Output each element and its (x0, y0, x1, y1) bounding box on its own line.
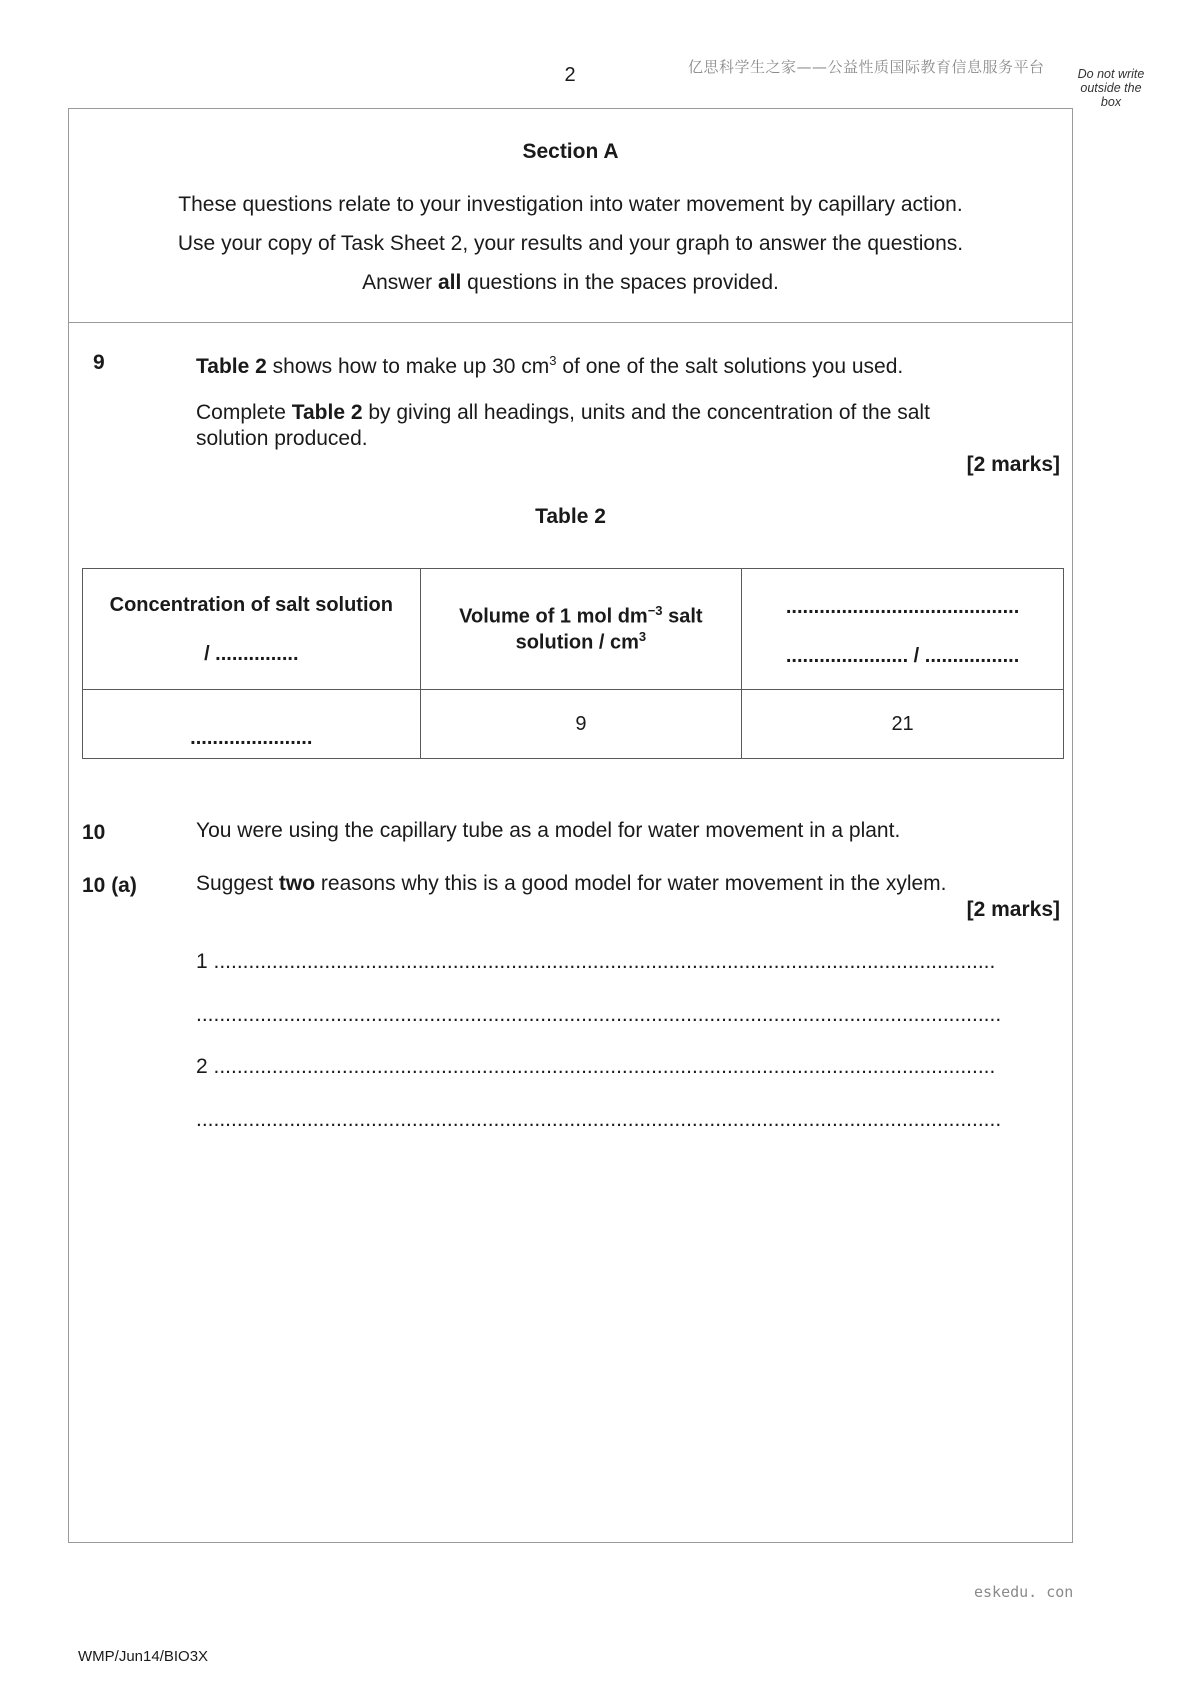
watermark-text: 亿思科学生之家——公益性质国际教育信息服务平台 (688, 58, 1045, 76)
intro-line-3: Answer all questions in the spaces provided. (362, 271, 779, 294)
question-9-line-1: Table 2 shows how to make up 30 $cm^3$ of one of the salt solutions you used. (196, 353, 904, 378)
section-title: Section A (522, 140, 619, 163)
header-third-line-2: ...................... / ................. (785, 645, 1020, 667)
question-10-text: You were using the capillary tube as a model for water movement in a plant. (196, 819, 901, 842)
cell-concentration-value: ...................... (83, 690, 421, 759)
table-row (83, 690, 1064, 759)
table-header-row (83, 569, 1064, 690)
question-10a-marks: [2 marks] (966, 898, 1060, 921)
header-volume-line-2: solution / $cm^3$ (515, 629, 647, 654)
question-10a-text: Suggest two reasons why this is a good model for water movement in the xylem. (196, 872, 947, 895)
answer-line-4[interactable]: .......................................................................................................................................... (196, 1108, 1002, 1131)
margin-note: Do not write outside the box (1077, 67, 1145, 109)
intro-line-2: Use your copy of Task Sheet 2, your results and your graph to answer the questions. (177, 232, 964, 255)
header-concentration-label: Concentration of salt solution (109, 594, 393, 616)
footer-site: eskedu. con (974, 1583, 1074, 1601)
intro-line-1: These questions relate to your investigation into water movement by capillary action. (178, 193, 963, 216)
question-10a-number: 10 (a) (82, 874, 137, 897)
header-cell-volume (420, 569, 742, 690)
page-number: 2 (564, 64, 576, 86)
header-concentration-unit: / ............... (204, 643, 299, 665)
footer-paper-code: WMP/Jun14/BIO3X (78, 1648, 209, 1665)
header-volume-line-1: Volume of 1 mol $dm^{-3}$ salt (459, 603, 703, 628)
question-9-number: 9 (93, 351, 105, 374)
table-2 (82, 568, 1064, 759)
table-2-title: Table 2 (535, 505, 606, 528)
header-third-line-1: .......................................... (785, 596, 1020, 618)
answer-line-1[interactable]: 1 ...................................................................................................................................... (196, 950, 996, 973)
cell-third-value: 21 (742, 690, 1064, 759)
question-9-line-2: Complete Table 2 by giving all headings, units and the concentration of the salt (196, 401, 930, 424)
question-9-line-3: solution produced. (196, 427, 368, 450)
section-divider (68, 322, 1073, 323)
header-cell-third-column (742, 569, 1064, 690)
cell-volume-value: 9 (420, 690, 742, 759)
question-10-number: 10 (82, 821, 106, 844)
answer-line-3[interactable]: 2 ...................................................................................................................................... (196, 1055, 996, 1078)
answer-line-2[interactable]: .......................................................................................................................................... (196, 1003, 1002, 1026)
header-cell-concentration (83, 569, 421, 690)
question-9-marks: [2 marks] (966, 453, 1060, 476)
